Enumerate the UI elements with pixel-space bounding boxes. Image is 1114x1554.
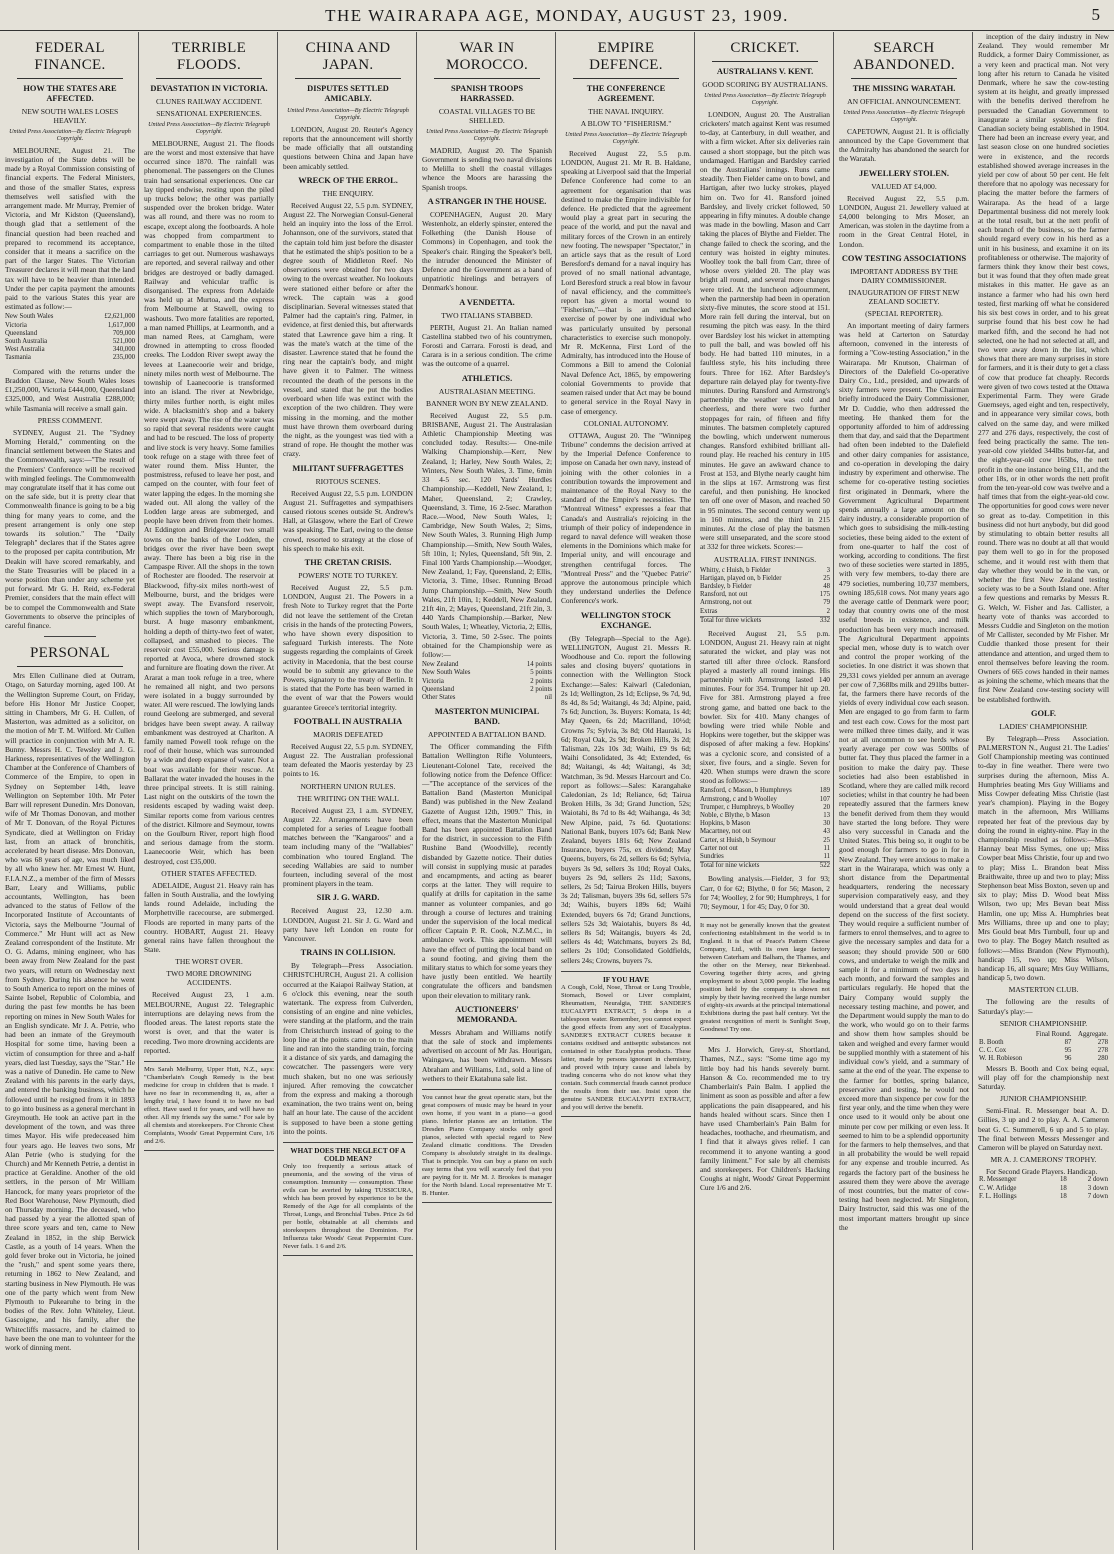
table-cell: 2 points xyxy=(530,685,552,693)
columns xyxy=(2,32,1112,1552)
table-row xyxy=(978,1039,1109,1047)
wire-credit: United Press Association—By Electric Telegraph Copyright. xyxy=(426,128,548,143)
headline: WAR IN MOROCCO. xyxy=(446,40,528,73)
table-cell: 709,000 xyxy=(112,329,135,337)
table-row xyxy=(978,1055,1109,1063)
sub-subheading: MASTERTON CLUB. xyxy=(1008,985,1079,995)
table-cell: Sundries xyxy=(700,853,724,861)
subheading: AUSTRALIANS V. KENT. xyxy=(716,67,814,76)
column-6 xyxy=(697,32,834,1550)
table-cell: Carter, st Huish, b Seymour xyxy=(700,836,776,844)
subheading: SPANISH TROOPS HARRASSED. xyxy=(450,84,524,103)
table-cell: Ransford, not out xyxy=(700,591,748,599)
table-row xyxy=(422,686,552,694)
article-text: Received August 22, 5.5 p.m. LONDON, August 21. Jewellery valued at £4,000 belonging to Mrs Moser, an American, was stolen in the daytime from a room in the Great Central Hotel, in London. xyxy=(839,193,969,249)
table-row xyxy=(5,330,135,338)
headline-rule xyxy=(712,61,818,62)
subheading: THE MISSING WARATAH. xyxy=(852,84,956,93)
table-cell: Bardsley, b Fielder xyxy=(700,582,752,590)
headline-rule xyxy=(156,78,262,79)
subheading: A VENDETTA. xyxy=(459,297,515,307)
article-text: An important meeting of dairy farmers was held at Carterton on Saturday afternoon, convened in the interests of forming a "Cow-testing Association," in the Wairarapa. Mr Knutson, Chairman of Directors of the Dalefield Co-operative Dairy Co., Ltd., presided, and upwards of sixty farmers were present. The Chairman briefly introduced the Dairy Commissioner, Mr D. Cuddie, who then addressed the meeting. He thanked them for the opportunity afforded to him of addressing them that day, and said that the Department had often been indebted to the Dalefield and other dairy companies for assistance, and co-operation in developing the dairy industry by experiment and otherwise. The scheme for co-operative testing societies first originated in Denmark, where the Government Agricultural Department spends annually a large amount on the dairy industry, a considerable proportion of which goes to subsidising the milk-testing societies, these being aided to the extent of from one-quarter to half the cost of working, according to conditions. The first two of these societies were started in 1895, with very few members, to-day there are 479 societies, numbering 10,737 members, owning 185,618 cows. Not many years ago the average cattle of Denmark were poor; today that country owns one of the most useful breeds in existence, and milk production has been very much increased. The Agricultural Department appoints special men, whose duty is to watch over and control the proper working of the societies. In one district it was shown that 29,331 cows yielded per annum an average per cow of 7,368lbs milk and 291lbs butter-fat, the farmers there have records of the yields of every individual cow each season. Men are engaged to go from farm to farm and test each cow. Cows for the most part were milked three times daily, and it was not at all uncommon to see herds whose yearly average per cow was 500lbs of butter fat. They thus placed the farmer in a position to make the dairy pay. These societies had also been established in Scotland, where they are called milk record societies; whilst in that country he had been repeatedly assured that the farmers knew the benefit derived from them they would have started the long before. They were also very successful in Canada and the United States. This being so, it ought to be good enough for farmers to go in for in New Zealand. They were anxious to make a start in the Wairarapa, which was only a short distance from the Departmental headquarters, rendering the necessary supervision comparatively easy, and they would understand that a great deal would depend on the success of the first society. They would require a sufficient number of farmers to enrol themselves, and to agree to give the necessary samples and data for a season; they should provide 500 or 600 cows, and undertake to weigh the milk and sample it for a minimum of two days in each month, and forward the samples and particulars regularly. He hoped that the Dairy Company would supply the necessary testing machine, and power, and the Department would supply the man to do the work, who would go on to their farms and show them how samples should be taken and weighed and every farmer would be supplied monthly with a statement of his individual cow's yield, and a summary of same at the end of the year. The expense to the farmer for bottles, spring balance, preservative and testing, he would not exceed more than sixpence per cow for the first year only, and the time when they were once used to it would only be about one minute per cow per milking or even less. It seemed to him to be a splendid opportunity for the farmers to help themselves, and that in all probability the would be well repaid for any expense and trouble incurred. As regards the factory part of the business he assured them they were above the average of most countries, but the matter of cow-testing had been neglected. Mr Singleton, Dairy Instructor, said this was one of the most important matters brought up since the xyxy=(839,320,969,1232)
sub-subheading: NORTHERN UNION RULES. xyxy=(300,781,396,791)
sub-subheading: TWO ITALIANS STABBED. xyxy=(441,310,533,320)
table-cell: 2 points xyxy=(530,677,552,685)
table-cell: R. Messenger xyxy=(979,1176,1017,1184)
table-cell: 3 down xyxy=(1087,1184,1108,1192)
subheading: DISPUTES SETTLED AMICABLY. xyxy=(307,84,389,103)
results-table xyxy=(978,1031,1109,1064)
table-header-cell xyxy=(978,1031,1030,1039)
table-cell: 278 xyxy=(1097,1038,1108,1046)
table-cell: New South Wales xyxy=(5,313,54,321)
table-cell: 96 xyxy=(1064,1055,1072,1063)
table-cell: Whitty, c Huish, b Fielder xyxy=(700,566,771,574)
sub-subheading: RIOTOUS SCENES. xyxy=(315,476,381,486)
table-row xyxy=(700,845,830,853)
table-cell: B. Booth xyxy=(979,1038,1004,1046)
subheading: HOW THE STATES ARE AFFECTED. xyxy=(23,84,117,103)
table-row xyxy=(422,678,552,686)
subheading: ATHLETICS. xyxy=(461,373,513,383)
table-cell: 235,000 xyxy=(112,354,135,362)
article-text: The following are the results of Saturday's play:— xyxy=(978,997,1109,1016)
article-text: inception of the dairy industry in New Zealand. They would remember Mr Ruddick, a former Dairy Commissioner, as a very keen and practical man. Not very long after his return to Canada he visited Denmark, where he saw the cow-testing system at its height, and greatly impressed with the benefits derived therefrom he persuaded the Canadian Government to inaugurate a similar system, the first Canadian society being established in 1904. There had been an increase every year, and last season close on one hundred societies were in existence, and the records established showed average increases in the yield per cow of about 50 per cent. He felt therefore that no apology was necessary for placing the matter before the farmers of Wairarapa. As the head of a large Departmental business did not merely look at the total result, but at the nett profit of each branch of the business, so the farmer should regard every cow in his herd as a unit in his business, and examine it on its profitableness or otherwise. The majority of farmers think they know their best cows, but it was found that they often made great mistakes in this matter. He gave as an instance a farmer who had his own herd tested, first marking off what he considered his six best cows in order, and to his great surprise found that his best cow he had marked fifth, and the second he had not selected, one he had not selected at all, and two were away down in the list, which shows that there are many surprises in store for farmers, and it is their duty to get a class of cow that produce fat cheaply. Records were given of two cows tested at the Ottawa Experimental Farm. They were Grade Guernseys, aged eight and ten, respectively, and in appearance very similar cows, both calved on the same day, and were milked 277 and 276 days, respectively, the cost of feed being practically the same. The ten-year-old cow yielded 344lbs butter-fat, and the eight-year-old cow 165lbs, the nett profit in the one instance being £11, and the other 18s, or in other words the nett profit from the ten-year-old cow was twelve and a half times that from the eight-year-old cow. The opportunities for good cows were never so great as to-day. Competition in this business did not hurt anybody, but did good by stimulating to obtain better results all round. There was no doubt at all that would pay them well to go in for the proposed scheme, and it would rest with them that day whether they would be in the van, or whether the first New Zealand testing society was to be a South Island one. After a few questions and remarks by Messrs R. G. Welch, W. Fisher and Jas. Callister, a hearty vote of thanks was accorded to Messrs Cuddie and Singleton on the motion of Mr Callister, seconded by Mr Fisher. Mr Cuddie thanked those present for their attendance and attention, and urged them to enrol themselves before leaving the room. Owners of 665 cows handed in their names as joining the scheme, which means that the first New Zealand cow-testing society will be established forthwith. xyxy=(978,32,1109,704)
scorecard xyxy=(700,567,830,625)
wire-credit: United Press Association—By Electric Telegraph Copyright. xyxy=(9,128,131,143)
article-text: OTTAWA, August 20. The "Winnipeg Tribune" condemns the decision arrived at by the Imperial Defence Conference to impose on Canada her own navy, instead of joining with the other colonies in a contribution towards the improvement and maintenance of the Royal Navy to the standard of the Empire's necessities. The "Montreal Witness" expresses a fear that Canada's and Australia's rejoicing in the triumph of their policy of independence in regard to naval defence will weaken those elements in the Dominions which make for Imperial unity, and will encourage and strengthen centrifugal forces. The "Montreal Press" and the "Quebec Patrie" approve the autonomous principle which they understand underlies the Defence Conference's work. xyxy=(561,430,691,606)
table-row xyxy=(978,1176,1109,1184)
table-cell: 25 xyxy=(823,574,830,582)
table-cell: 2 xyxy=(826,607,830,615)
article-text: For Second Grade Players. Handicap. xyxy=(986,1167,1098,1177)
table-cell: Trumper, c Humphreys, b Woolley xyxy=(700,803,795,811)
sub-subheading: OTHER STATES AFFECTED. xyxy=(161,868,257,878)
table-row xyxy=(700,812,830,820)
table-cell: 340,000 xyxy=(112,346,135,354)
article-text: Received August 22, 5.5 p.m. LONDON, August 21. The Powers in a fresh Note to Turkey regret that the Porte did not leave the settlement of the Cretan crisis in the hands of the protecting Powers, who have shown every disposition to safeguard Turkish interests. The Note suggests regarding the complaints of Greek activity in Macedonia, that the best course would be to submit any grievance to the Powers, signatory to the treaty of Berlin. It is stated that the Porte has been warned in the event of war that the Powers would guarantee Greece's territorial integrity. xyxy=(283,582,413,712)
sub-subheading: (SPECIAL REPORTER). xyxy=(865,308,943,318)
article-text: Mrs J. Horwich, Grey-st, Shortland, Thames, N.Z., says: "Some time ago my little boy had his hands severely burnt. Hanson & Co. recommended me to try Chamberlain's Pain Balm. I applied the liniment as soon as possible and after a few applications the pain disappeared, and his hands healed without scars. Since then I have used Chamberlain's Pain Balm for headaches, toothache, and rheumatism, and I find that it always gives relief. I can recommend it to anyone wanting a good family liniment." For sale by all chemists and storekeepers. For Children's Hacking Coughs at night, Woods' Great Peppermint Cure 1/6 and 2/6. xyxy=(700,1045,830,1193)
table-header-cell: Final Round. xyxy=(1035,1030,1072,1038)
headline: EMPIRE DEFENCE. xyxy=(589,40,663,73)
table-cell: 332 xyxy=(816,616,830,625)
article-text: Compared with the returns under the Braddon Clause, New South Wales loses £1,250,000, Victoria £444,000, Queensland £325,000, and West Australia £288,000; while Tasmania will receive a small gain. xyxy=(5,366,135,413)
article-text: Received August 23, 12.30 a.m. LONDON, August 21. Sir J. G. Ward and party have left London en route for Vancouver. xyxy=(283,906,413,944)
table-row xyxy=(700,575,830,583)
table-cell: 13 xyxy=(823,812,830,820)
sub-subheading: AUSTRALIA. FIRST INNINGS. xyxy=(713,554,817,564)
sub-subheading: GOOD SCORING BY AUSTRALIANS. xyxy=(702,80,828,89)
subheading: THE CONFERENCE AGREEMENT. xyxy=(586,84,666,103)
table-cell: West Australia xyxy=(5,346,45,354)
subheading: TRAINS IN COLLISION. xyxy=(300,948,396,958)
headline: CHINA AND JAPAN. xyxy=(305,40,391,73)
table-total-row xyxy=(700,616,830,625)
article-text: Received August 22, 5.5 p.m. SYDNEY, August 22. The Australian professional team defeated the Maoris yesterday by 23 points to 16. xyxy=(283,741,413,779)
table-cell: 5 points xyxy=(530,669,552,677)
table-cell: Armstrong, not out xyxy=(700,599,752,607)
section-divider xyxy=(44,636,96,637)
article-text: (By Telegraph—Special to the Age). WELLINGTON, August 21. Messrs R. Woodhouse and Co. report the following sales and closing buyers' quotations in connection with the Wellington Stock Exchange:—Sales: Kaiwarl (Caledonian, 2s 1d; Wellington, 2s 1d; Eclipse, 9s 7d, 9d, 8s 4d, 8s 5d; Waitangi, 4s 3d; Alpine, paid, 7s 6d; Junction, 3s. Buyers: Komata, 1s 4d; May Queen, 6s 2d; Macrilland, 10½d; Crowns 7s; Sylvia, 3s 8d; Old Hauraki, 1s 6d; Royal Oak, 2s 9d; Broken Hills, 3s 2d; Talisman, 22s 10s 3d; Waihi, £9 9s 6d; Waihi Consolidated, 3s 4d; Extended, 6s 8d; Waitangi, 4s 4d; Waitangi, 4s 3d; Watchman, 3s 9d. Messrs Harcourt and Co. report as follows:—Sales: Karangahake Caledonian, 2s 1d; Reliance, 6d; Tairua Broken Hills, 3s 3d; Grand Junction, 52s; Waiotahi, 8s 7d to 8s 4d; Waihanga, 4s 3d; New Alpine, paid, 7s 6d. Quotations: National Bank, buyers 107s 6d; Bank New Zealand, buyers 181s 6d; New Zealand Insurance, buyers 75s, ex dividend; May Queens, buyers, 6s 2d, sellers 6s 6d; Sylvia, buyers 3s 9d, sellers 3s 10d; Royal Oaks, buyers 2s 9d, sellers 2s 11d; Saxons, sellers, 2s 5d; Tairua Broken Hills, buyers 3s 2d; Talisman, buyers 39s 6d, sellers 57s 3d; Waihis, buyers 189s 6d; Waihi Extended, buyers 6s 7d; Grand Junctions, sellers 52s 3d; Waiotahis, buyers 8s 4d, sellers 8s 5d; Waitangis, buyers 4s 2d, sellers 4s 4d; Watchmans, buyers 2s 8d, sellers 2s 10d; Consolidated Goldfields, sellers 24s; Crowns, buyers 7s. xyxy=(561,633,691,965)
table-cell: 2 down xyxy=(1087,1176,1108,1184)
figures-table xyxy=(422,661,552,702)
sub-subheading: CLUNES RAILWAY ACCIDENT. xyxy=(155,97,263,106)
article-text: Bowling analysis.—Fielder, 3 for 93; Carr, 0 for 62; Blythe, 0 for 56; Mason, 2 for 74; Woolley, 2 for 90; Humphreys, 1 for 70; Seymour, 1 for 45; Day, 0 for 30. xyxy=(700,874,830,912)
results-table xyxy=(978,1176,1109,1201)
table-cell: F. L. Hollings xyxy=(979,1192,1017,1200)
sub-subheading: AUSTRALASIAN MEETING. xyxy=(438,386,536,396)
sub-subheading: MR A. J. CAMERONS' TROPHY. xyxy=(990,1155,1097,1165)
table-row xyxy=(5,338,135,346)
column-8 xyxy=(975,32,1112,1550)
table-cell: 18 xyxy=(1060,1192,1067,1200)
table-cell: 20 xyxy=(823,803,830,811)
table-row xyxy=(978,1193,1109,1201)
column-2 xyxy=(141,32,278,1550)
table-cell: 43 xyxy=(823,828,830,836)
table-cell: 30 xyxy=(823,820,830,828)
table-row xyxy=(700,608,830,617)
figures-table xyxy=(5,313,135,362)
table-cell: South Australia xyxy=(5,338,48,346)
table-cell: Victoria xyxy=(422,677,444,685)
article-text: ADELAIDE, August 21. Heavy rain has fallen in South Australia, and the lowlying lands round Adelaide, including the Morphettville racecourse, are submerged. Floods are reported in many parts of the country. HOBART, August 21. Heavy general rains have fallen throughout the State. xyxy=(144,880,274,955)
column-4 xyxy=(419,32,556,1550)
wire-credit: United Press Association—By Electric Telegraph Copyright. xyxy=(704,92,826,107)
sub-subheading: PRESS COMMENT. xyxy=(37,415,103,425)
advertisement-text: It may not be generally known that the greatest confectioning establishment in the world is in England. It is that of Peace's Pattern Cheese Company, Ltd., with its own large factory between Caterham and Balham, the Thames, and the other on the Mersey, near Birkenhead. Covering together thirty acres, and giving employment to about 3,000 people. The leading position held by the company is shown not simply by their having received the large number of eighty-six awards at the principal international Exhibitions during the past half century. Yet the greatest recognition of merit is Sunlight Soap, Goodness! Try one. xyxy=(700,922,831,1034)
table-cell: Total for three wickets xyxy=(700,616,816,625)
sub-subheading: VALUED AT £4,000. xyxy=(871,181,937,191)
advertisement-heading: WHAT DOES THE NEGLECT OF A COLD MEAN? xyxy=(290,1147,406,1164)
table-row xyxy=(700,567,830,575)
table-cell: Victoria xyxy=(5,321,27,329)
headline: FEDERAL FINANCE. xyxy=(34,40,106,73)
table-cell: 18 xyxy=(1060,1184,1067,1192)
table-cell: 95 xyxy=(1064,1047,1072,1055)
advertisement xyxy=(422,1089,552,1203)
table-cell: 278 xyxy=(1097,1047,1108,1055)
table-cell: 107 xyxy=(819,795,830,803)
article-text: Mrs Ellen Cullinane died at Outram, Otago, on Saturday morning, aged 100. At the Wellington Supreme Court, on Friday, before His Honor Mr Justice Cooper, sitting in Chambers, Mr G. H. Cullen, of Masterton, was admitted as a solicitor, on the motion of Mr T. M. Wilford. Mr Cullen will practice in conjunction with Mr A. R. Bunny. Messrs H. C. Tewsley and J. G. Harkness, representatives of the Wellington Chamber at the Conference of Chambers of Commerce of the Empire, to open in Sydney on September 14th, leave Wellington on September 10th. Mr Peter Barr will represent Dunedin. Mrs Donovan, wife of Mr Thomas Donovan, and mother of Mr T. Donovan, of the Royal Pictures Syndicate, died at Wellington on Friday last, from an attack of bronchitis, accelerated by heart disease. Mrs Donovan, who was 68 years of age, was much liked by all who knew her. Mr Ernest W. Hunt, F.I.A.N.Z., a member of the firm of Messrs Barr, Leary and Williams, public accountants, Wellington, has been advanced to the status of Fellow of the Incorporated Institute of Accountants of Victoria, says the Melbourne "Journal of Commerce." Mr Hunt will act as New Zealand correspondent of the Institute. Mr O. G. Adams, mining engineer, who has been away from New Zealand for the past two years, will return on Wednesday next from Sydney. During his absence he went to South America to report on the mines of Sainte Isobel, Republic of Colombia, and during the past few months he has been reporting on mines in New South Wales for an English syndicate. Mr J. A. Petrie, who had been an inmate of the Greymouth Hospital for some time, having been a victim of consumption for three and a-half years, died last Tuesday, says the "Star." He was a native of Dunedin. He came to New Zealand with his parents in the early days, and entered the banking business, which he followed until he resigned from it in 1893 to go into business as a general merchant in Greymouth. He took an active part in the development of the town, and was three times Mayor. His wife predeceased him four years ago. He leaves two sons, Mr Alan Petrie (who is studying for the Church) and Mr Kenneth Petrie, a dentist in practice at Geraldine. Another of the old settlers, in the person of Mr William Hancock, for many years proprietor of the Red Boot Warehouse, New Plymouth, died on Thursday morning. The deceased, who had passed by a year the allotted span of three score years and ten, came to New Zealand in 1852, in the ship Berwick Castle, as a youth of 14 years. When the gold fever broke out in Victoria, he joined the "rush," and spent some years there, returning in 1862 to New Zealand, and starting business in New Plymouth. He was one of the party which went from New Plymouth to Pukearuhe to bring in the bodies of the Rev. John Whiteley, Lieut. Gascoigne, and his family, after the Whitecliffs massacre, and he claimed to have been the one man to volunteer for the work of dinning ment. xyxy=(5,671,135,1352)
advertisement xyxy=(144,1061,274,1151)
article-text: COPENHAGEN, August 20. Mary Westenholz, an elderly spinster, entered the Folkething (the Danish House of Commons) in Copenhagen, and took the Speaker's chair. Ringing the Speaker's bell, the intruder denounced the Minister of Defence and the Government as a band of unpatriotic hirelings and betrayers of Denmark's honour. xyxy=(422,209,552,293)
table-cell: 48 xyxy=(823,582,830,590)
sub-subheading: SENIOR CHAMPIONSHIP. xyxy=(999,1018,1088,1028)
table-cell: 87 xyxy=(1064,1038,1072,1046)
table-cell: Ransford, c Mason, b Humphreys xyxy=(700,787,792,795)
sub-subheading: COLONIAL AUTONOMY. xyxy=(583,418,669,428)
sub-subheading: TWO MORE DROWNING ACCIDENTS. xyxy=(166,969,252,988)
subheading: JEWELLERY STOLEN. xyxy=(859,168,949,178)
table-row xyxy=(422,669,552,677)
table-row xyxy=(700,853,830,862)
table-row xyxy=(700,837,830,845)
masthead xyxy=(0,0,1114,31)
headline: SEARCH ABANDONED. xyxy=(853,40,955,73)
table-row xyxy=(422,661,552,669)
table-cell: Queensland xyxy=(422,685,455,693)
advertisement-text: Only too frequently a serious attack of pneumonia, and the sowing of the virus of consumption. Immunity — consumption. These evils can be averted by taking TUSSICURA, which has been proved by experience to be the Remedy of the Age for all complaints of the Throat, Lungs, and Bronchial Tubes. Price 2s 6d per bottle, obtainable at all chemists and storekeepers throughout the Dominion. For Influenza take Woods' Great Peppermint Cure. Never fails. 1 6 and 2/6. xyxy=(283,1163,413,1251)
headline-rule xyxy=(851,78,957,79)
table-cell: C. C. Cox xyxy=(979,1047,1007,1055)
headline: PERSONAL xyxy=(30,645,110,662)
table-cell: New Zealand xyxy=(422,661,459,669)
headline: TERRIBLE FLOODS. xyxy=(171,40,247,73)
article-text: Received August 22, 5.5 p.m. BRISBANE, August 21. The Australasian Athletic Championship Meeting was concluded today. Results:— One-mile Walking Championship.—Kerr, New Zealand, 1; Harley, New South Wales, 2; Winters, New South Wales, 3. Time, 6min 33 4-5 sec. 120 Yards' Hurdles Championship.—Keddell, New Zealand, 1; Maher, Queensland, 2; Crawley, Queensland, 3. Time, 16 2-5sec. Marathon Race.—Wood, New South Wales, 1; Cambridge, New South Wales, 2; Sims, New South Wales, 3. Running High Jump Championship.—Smith, New South Wales, 5ft 10in, 1; Nyles, Queensland, 5ft 9in, 2. Final 100 Yards Championship.—Woodger, New Zealand, 1; Fay, Queensland, 2; Ellis, Victoria, 3. Time, 10sec. Running Broad Jump Championship.—Smith, New South Wales, 21ft 10in, 1; Keddell, New Zealand, 21ft 4in, 2; Mayes, Queensland, 21ft 2in, 3. 440 Yards Championship.—Barker, New South Wales, 1; Wheatley, Victoria, 2; Ellis, Victoria, 3. Time, 50 2-5sec. The points obtained for the Championship were as follow:— xyxy=(422,410,552,659)
table-cell: 25 xyxy=(823,836,830,844)
sub-subheading: THE ENQUIRY. xyxy=(322,188,374,198)
headline-rule xyxy=(573,78,679,79)
sub-subheading: COASTAL VILLAGES TO BE SHELLED. xyxy=(438,107,536,125)
subheading: DEVASTATION IN VICTORIA. xyxy=(150,84,268,93)
table-cell: C. W. Arlidge xyxy=(979,1184,1017,1192)
article-text: Received August 22, 5.5 p.m. LONDON August 21. Suffragettes and sympathisers caused riotous scenes outside St. Andrew's Hall, at Glasgow, where the Earl of Crewe was speaking. The Earl, owing to the dense crowd, resorted to strategy at the close of his speech to make his exit. xyxy=(283,488,413,553)
table-cell: Macartney, not out xyxy=(700,828,752,836)
headline-rule xyxy=(17,78,123,79)
advertisement-text: You cannot hear the great operatic stars, but the great composers of music may be heard in your own home, if you want in a piano—a good piano. Inferior pianos are an irritation. The Dresden Piano Company stocks only good pianos, selected with special regard to New Zealand climatic conditions. The Dresden Company is absolutely straight in its dealings. That is principle. You can buy a piano on such easy terms that you will scarcely feel that you are paying for it. Mr M. J. Brookes is manager for the North Island. Local representative Mr T. B. Hunter. xyxy=(422,1094,552,1198)
table-cell: Hartigan, played on, b Fielder xyxy=(700,574,782,582)
scorecard xyxy=(700,787,830,870)
table-cell: 11 xyxy=(823,844,830,852)
sub-subheading: NEW SOUTH WALES LOSES HEAVILY. xyxy=(21,107,119,125)
article-text: Received August 22, 5.5 p.m. SYDNEY, August 22. The Norwegian Consul-General held an inquiry into the loss of the Errol. Johannson, one of the survivors, stated that the captain told him just before the disaster that he estimated the ship's position to be a degree south of Middleton Reef. No observations were obtained for two days owing to the overcast weather. No lookouts were stationed either before or after the wreck. The captain was a good disciplinarian. Several witnesses stated that Palmer had the captain's ring. Palmer, in evidence, at first denied this, but afterwards stated that Lawrence gave him a ring. It was the mate's watch at the time of the disaster. Lawrence stated that he found the ring near the captain's body, and might have given it to Palmer. The witness recounted the death of the persons in the vessel, and stated that he put the bodies overboard when life was extinct with the exception of the two children. They were missing in the morning, and the mother must have thrown them overboard during the night, as the youngest was tied with a strand of rope. He thought the mother was crazy. xyxy=(283,200,413,459)
table-row xyxy=(700,828,830,836)
table-header-row xyxy=(978,1031,1109,1039)
column-5 xyxy=(558,32,695,1550)
advertisement-text: A Cough, Cold, Nose, Throat or Lung Trouble, Stomach, Bowel or Liver complaint, Rheumatism, Neuralgia, THE SANDER'S EUCALYPTI EXTRACT, 5 drops in a tablespoon water. Remember, you cannot expect the good effects from any sort of Eucalyptus. SANDER'S EXTRACT CURES because it contains oxidised and antiseptic substances not contained in other Eucalyptus products. These latter, made by persons ignorant in chemistry, and proved with injury cause and labels by trading concerns who do not know what they contain. Such commercial frauds cannot produce the results from their use. Insist upon the genuine SANDER EUCALYPTI EXTRACT, and you will derive the benefit. xyxy=(561,983,691,1111)
sub-subheading: IMPORTANT ADDRESS BY THE DAIRY COMMISSIONER. xyxy=(850,266,958,285)
column-3 xyxy=(280,32,417,1550)
table-cell: Extras xyxy=(700,607,718,615)
wire-credit: United Press Association—By Electric Telegraph Copyright. xyxy=(287,107,409,122)
subheading: MILITANT SUFFRAGETTES xyxy=(292,463,404,473)
table-row xyxy=(5,313,135,321)
table-cell: 11 xyxy=(823,853,830,861)
wire-credit: United Press Association—By Electric Telegraph Copyright. xyxy=(843,109,965,124)
table-cell: 280 xyxy=(1097,1055,1108,1063)
headline-rule xyxy=(434,78,540,79)
table-cell: 521,000 xyxy=(112,338,135,346)
sub-subheading: THE NAVAL INQUIRY. xyxy=(588,107,664,116)
sub-subheading: SENSATIONAL EXPERIENCES. xyxy=(156,109,262,118)
sub-subheading: AN OFFICIAL ANNOUNCEMENT. xyxy=(847,97,961,106)
sub-subheading: THE WRITING ON THE WALL xyxy=(297,793,399,803)
table-row xyxy=(700,796,830,804)
table-row xyxy=(5,346,135,354)
page-number: 5 xyxy=(1091,5,1100,24)
subheading: COW TESTING ASSOCIATIONS xyxy=(841,253,967,263)
article-text: MELBOURNE, August 21. The floods are the worst and most extensive that have occurred since 1870. The rainfall was phenomenal. The passengers on the Clunes train had sensational experiences. One car lay tipped endwise, resting upon the piled up trucks below; the other was partially suspended over the broken bridge. Water was all round, and there was no room to escape, except along the footboards. A hole was chopped from compartment to compartment to enable those in the tilted carriages to get out. Numerous washaways are reported, and several railway and other bridges are destroyed or badly damaged. Railway and vehicular traffic is disorganised. The express from Adelaide was held up at Murtoa, and the express from Melbourne at Stawell, owing to washouts. Two more fatalities are reported, a man named Phillips, at Learmonth, and a man named Rees, at Carngham, were drowned in attempting to cross flooded creeks. The Loddon River swept away the levees at Laanecoorie weir and bridge, ninety miles north west of Melbourne. The township of Laanecoorie is transformed into an island. The river at Newbridge, thirty miles further north, is eight miles wide. A blacksmith's shop and a bakery were swept away. The rise of the water was so rapid that several residents were caught and had to be rescued. The loss of property and live stock is very heavy. Some families took refuge on a stage with three feet of water round them. Miss Hunter, the postmistress, refused to leave her post, and camped on the counter, with four feet of water lapping the edges. In the morning she waded out. All along the valley of the Lodden large areas are submerged, and people have been driven from their homes. At Eddington and Bridgewater two small towns on the banks of the Lodden, the bridges over the river have been swept away. There has been a big rise in the Campaspe River. All the shops in the town of Rochester are flooded. The reservoir at Blackwood, fifty-six miles north-west of Melbourne, burst, and the bridges were swept away. The Evansford reservoir, which supplies the town of Maryborough, burst. A huge masonry embankment, holding a depth of thirty-two feet of water, collapsed, and smashed to pieces. The reservoir cost £55,000. Serious damage is reported at Avoca, where drowned stock and furniture are floating down the river. At Ararat a man took refuge in a tree, where he remained all night, and two persons were isolated in a buggy surrounded by water. All were rescued. The lowlying lands round Geelong are submerged, and several bridges have been swept away. A railway embankment was destroyed at Charlton. A family named Powell took refuge on the roof of their house, which was surrounded by a wide and deep expanse of water. Not a boat was available for their rescue. At Ballarat the water invaded the houses in the three principal streets. It is still raining. Last night on the outskirts of the town the residents escaped by wading waist deep. Similar reports come from various centres of the district. Kilmore and Seymour, towns on the Goulburn River, report high flood and serious damage from the storm. Laanecoorie Weir, which has been destroyed, cost £35,000. xyxy=(144,138,274,866)
table-row xyxy=(700,599,830,607)
article-text: Messrs B. Booth and Cox being equal, will play off for the championship next Saturday. xyxy=(978,1063,1109,1091)
advertisement xyxy=(700,917,830,1039)
subheading: WRECK OF THE ERROL. xyxy=(298,175,398,185)
masthead-title: THE WAIRARAPA AGE, MONDAY, AUGUST 23, 1909. xyxy=(325,6,789,25)
table-cell: Armstrong, c and b Woolley xyxy=(700,795,777,803)
sub-subheading: POWERS' NOTE TO TURKEY. xyxy=(298,570,398,580)
subheading: A STRANGER IN THE HOUSE. xyxy=(427,196,547,206)
table-total-row xyxy=(700,862,830,871)
article-text: CAPETOWN, August 21. It is officially announced by the Cape Government that the Admiralty has abandoned the search for the Waratah. xyxy=(839,126,969,164)
subheading: FOOTBALL IN AUSTRALIA xyxy=(293,716,403,726)
column-1 xyxy=(2,32,139,1550)
article-text: Received August 23, 1 a.m. MELBOURNE, August 22. Telegraphic interruptions are delaying news from the flooded areas. The latest reports state the worst is over, and that the water is receding. Two more drowning accidents are reported. xyxy=(144,990,274,1055)
article-text: Received August 21, 5.5 p.m. LONDON, August 21. Heavy rain at night saturated the wicket, and play was not started till after three o'clock. Ransford played a masterly all round innings. His partnership with Armstrong lasted 140 minutes. Four for 354. Trumper hit up 20. Five for 381. Armstrong played a free strong game, and batted one back to the bowler. Six for 410. Many changes of bowling were tried while Noble and Hopkins were together, but the skipper was disposed of after making a few. Hopkins' was a cyclonic score, and consisted of a sixer, five fours, and a single. Seven for 420. When stumps were drawn the score stood as follows:— xyxy=(700,628,830,786)
headline-rule xyxy=(17,666,123,667)
article-text: SYDNEY, August 21. The "Sydney Morning Herald," commenting on the financial settlement between the States and the Commonwealth, says:—"The result of the Premiers' Conference will be received with mingled feelings. The Commonwealth may congratulate itself that it has come out on the safe side, but it is pretty clear that Commonwealth finance is going to be a big thing for many years to come, and the present arrangement is only one step towards its solution." The "Daily Telegraph" declares that if the States agree to the proposed per capita contribution, Mr Deakin will have scored remarkably, and the State Treasuries will be placed in a worse position than under any scheme yet put forward. Mr G. H. Reid, ex-Federal Premier, considers that the main effect will be to compel the Commonwealth and State Governments to observe the principles of careful finance. xyxy=(5,427,135,630)
table-cell: Total for nine wickets xyxy=(700,862,817,871)
table-row xyxy=(700,804,830,812)
table-row xyxy=(422,694,552,702)
table-cell: 3 xyxy=(826,566,830,574)
table-cell: Tasmania xyxy=(5,354,31,362)
article-text: By Telegraph—Press Association. CHRISTCHURCH, August 21. A collision occurred at the Kaiapoi Railway Station, at 6 o'clock this evening, near the south watertank. The express from Culverden, consisting of an engine and nine vehicles, were standing at the platform, and the train from Christchurch instead of going to the loop line at the points came on to the main line and ran into the standing train, forcing it a distance of six yards, and damaging the cowcatcher. The passengers were very much shaken, but no one was seriously injured. After removing the cowcatcher from the express and making a thorough examination, the two trains went on, being half an hour late. The cause of the accident is supposed to have been a stone getting into the points. xyxy=(283,961,413,1136)
table-row xyxy=(5,322,135,330)
headline: CRICKET. xyxy=(730,40,800,56)
subheading: AUCTIONEERS' MEMORANDA. xyxy=(455,1004,519,1024)
table-cell: £2,621,000 xyxy=(104,313,135,321)
subheading: THE CRETAN CRISIS. xyxy=(304,557,392,567)
subheading: WELLINGTON STOCK EXCHANGE. xyxy=(580,610,672,630)
sub-subheading: LADIES' CHAMPIONSHIP. xyxy=(999,721,1088,731)
table-cell: Carter not out xyxy=(700,844,738,852)
article-text: MELBOURNE, August 21. The investigation of the State debts will be made by a Royal Commission consisting of financial experts. The Federal Ministers, and those of the smaller States, express themselves well satisfied with the arrangement made. Mr Murray, Premier of Victoria, and Mr Kidston (Queensland), though glad that a settlement of the financial question had been reached and prepared to recommend its acceptance, consider that it means a sacrifice on the part of the larger States. The Victorian Treasurer declares it will mean that the land tax will have to be heavier than intended. Under the per capita payment the amounts paid to the various States this year are estimated as follow:— xyxy=(5,145,135,312)
table-cell: Queensland xyxy=(5,329,38,337)
article-text: Received August 23, 1 a.m. SYDNEY, August 22. Arrangements have been completed for a series of League football matches between the "Kangaroos" and a team including many of the "Wallabies" combination who toured England. The seceding Wallabies are said to number fourteen, including several of the most prominent players in the team. xyxy=(283,805,413,889)
article-text: The Officer commanding the Fifth Battalion Wellington Rifle Volunteers, Lieutenant-Colonel Tate, received the following notice from the Defence Office:—"The acceptance of the services of the Battalion Band (Masterton Municipal Band) was published in the New Zealand Gazette of August 12th, 1909." This, in effect, means that the Masterton Municipal Band has been appointed Battalion Band for the district, in succession to the Fifth Rushine Band (Woodville), recently disbanded by Gazette notice. Their duties will consist in supplying music at parades and encampments, and acting as bearer corps at the latter. They will require to qualify at drills for capitation in the same manner as volunteer companies, and go through a course of lectures and training under the supervision of the local medical officer Captain P. R. Cook, N.Z.M.C., in ambulance work. This appointment will have the effect of putting the local band on a sound footing, and giving them the military status to which for some years they have justly been entitled. We heartily congratulate the officers and bandsmen upon their elevation to military rank. xyxy=(422,742,552,1000)
article-text: By Telegraph—Press Association. PALMERSTON N., August 21. The Ladies' Golf Championship meeting was continued to-day in fine weather. There were two surprises during the afternoon, Miss A. Humphries beating Mrs Guy Williams and Miss Cowper defeating Miss Christie (last year's champion). Playing in the Bogey match in the afternoon, Mrs Williams repeated her feat of the previous day by doing the round in eighty-nine. Play in the championship resulted as follows:—Miss Hannay beat Miss Symes, one up; Miss Cowper beat Miss Christie, four up and two to play; Miss L. Brandon beat Miss Braithwaite, three up and two to play; Miss Stephenson beat Miss Boxton, seven up and six to play; Miss D. Wood beat Miss Wilson, two up; Mrs Bevan beat Miss Hamlin, one up; Miss A. Humphries beat Mrs Williams, three up and one to play; Mrs Gould beat Mrs Turnbull, four up and two to play. The Bogey Match resulted as follows:—Miss Brandon (New Plymouth), handicap 15, two up; Miss Wilson, handicap 16, all square; Mrs Guy Williams, handicap 5, two down. xyxy=(978,733,1109,983)
table-cell: 175 xyxy=(819,591,830,599)
table-cell: W. H. Robieson xyxy=(979,1055,1023,1063)
article-text: MADRID, August 20. The Spanish Government is sending two naval divisions to Melilla to shell the coastal villages whence the Moors are harassing the Spanish troops. xyxy=(422,145,552,192)
table-cell: Noble, c Blythe, b Mason xyxy=(700,812,770,820)
article-text: Received August 22, 5.5 p.m. LONDON, August 21. Mr R. B. Haldane, speaking at Liverpool said that the Imperial Defence Conference had come to an agreement for organisation that was destined to make the Empire indivisible for defence. He predicted that the agreement would play a great part in securing the peace of the world, and put the naval and military forces of the Crown in an entirely new footing. The newspaper "Spectator," in an article says that as the result of Lord Beresford's demand for a naval inquiry has proved of no small national advantage, Lord Beresford struck a real blow in favour of naval efficiency, and the committee's report has given a mortal wound to "Fisherism,"—that is an unchecked exercise of power by one individual who was particularly unsuited by personal characteristics to exercise such monopoly. Mr R. McKenna, First Lord of the Admiralty, has introduced into the House of Commons a Bill to amend the Colonial Naval Defence Act, 1865, by empowering colonial Governments to provide that seamen raised under that Act may be bound to general service in the Royal Navy in case of emergency. xyxy=(561,148,691,416)
sub-subheading: A BLOW TO "FISHERISM." xyxy=(580,119,672,128)
table-cell: 79 xyxy=(823,599,830,607)
table-cell: Other States xyxy=(422,693,456,701)
table-row xyxy=(700,583,830,591)
table-header-cell: Aggregate. xyxy=(1077,1030,1108,1038)
sub-subheading: THE WORST OVER. xyxy=(175,957,243,967)
sub-subheading: INAUGURATION OF FIRST NEW ZEALAND SOCIETY. xyxy=(848,287,960,306)
table-cell: 18 xyxy=(1060,1176,1067,1184)
article-text: LONDON, August 20. The Australian cricketers' match against Kent was resumed to-day, at Canterbury, in dull weather, and with a firm wicket. After six deliveries rain caused a short stoppage, but the pitch was undamaged. Hartigan and Bardsley carried on the Australians' innings. Runs came steadily. Then Fielder came on to bowl, and Hartigan, after two lucky strokes, played him on. Two for 41. Ransford joined Bardsley, and lively cricket followed, 50 appearing in fifty minutes. A double change was made in the bowling. Mason and Carr taking the places of Blythe and Fielder. The change failed to check the scoring, and the century was hoisted in eighty minutes. Woolley took the ball from Carr, three of whose overs yielded 20. The play was bright all round, and several more changes were tried. At the luncheon adjournment, when the partnership had been in operation sixty-five minutes, the score stood at 151. More rain fell during the interval, but on resuming the pitch was easy. In the third over Bardsley lost his wicket in attempting to pull the ball, and was bowled off his body. He had batted 110 minutes, in a faultless style, his hits including three fours. Three for 162. After Bardsley's departure rain delayed play for twenty-five minutes. During Ransford and Armstrong's partnership the weather was cold and cheerless, and there were two further stoppages for rain, of fifteen and fifty minutes. The batsmen completely captured the bowling, which underwent numerous changes. Ransford exhibited brilliant all-round play. He reached his century in 105 minutes. He gave an awkward chance to Frost at 153, and Blythe nearly caught him in the slips at 167. Armstrong was first careful, and then punishing. He knocked ten off one over of Mason, and reached 50 in 95 minutes. The second century went up in 160 minutes, and the third in 215 minutes. At the close of play the batsmen were still unseparated, and the score stood at 332 for three wickets. Scores:— xyxy=(700,109,830,552)
article-text: Messrs Abraham and Williams notify that the sale of stock and implements advertised on account of Mr Jas. Hourigan, Waingawa, has been withdrawn. Messrs Abraham and Williams, Ltd., sold a line of wethers to their Ekatahuna sale list. xyxy=(422,1027,552,1083)
article-text: Semi-Final. R. Messenger beat A. D. Gillies, 3 up and 2 to play. A. A. Cameron beat G. C. Summerell, 6 up and 5 to play. The final between Messrs Messenger and Cameron will be played on Saturday next. xyxy=(978,1106,1109,1152)
advertisement xyxy=(561,971,691,1117)
table-cell: 1,617,000 xyxy=(107,321,135,329)
table-cell: 7 down xyxy=(1087,1192,1108,1200)
sub-subheading: BANNER WON BY NEW ZEALAND. xyxy=(426,398,548,408)
advertisement-text: Mrs Sarah Melburny, Upper Hutt, N.Z., says: "Chamberlain's Cough Remedy is the best medicine for croup in children that is made. I have no fear in recommending it, as, after a lengthy trial, I have found it to have no bad effect. Have used it for years, and will have no other. All my friends say the same." For sale by all chemists and storekeepers. For Chronic Chest Complaints, Woods' Great Peppermint Cure, 1/6 and 2/6. xyxy=(144,1065,274,1145)
column-7 xyxy=(836,32,973,1550)
table-row xyxy=(700,820,830,828)
wire-credit: United Press Association—By Electric Telegraph Copyright. xyxy=(148,121,270,136)
advertisement xyxy=(283,1142,413,1256)
subheading: MASTERTON MUNICIPAL BAND. xyxy=(434,707,540,727)
table-cell: 189 xyxy=(819,787,830,795)
headline-rule xyxy=(295,78,401,79)
sub-subheading: MAORIS DEFEATED xyxy=(313,729,383,739)
table-row xyxy=(978,1185,1109,1193)
table-row xyxy=(700,591,830,599)
table-cell: New South Wales xyxy=(422,669,471,677)
advertisement-heading: IF YOU HAVE xyxy=(602,975,650,984)
table-cell: 522 xyxy=(817,862,830,871)
subheading: GOLF. xyxy=(1030,708,1057,718)
table-row xyxy=(978,1047,1109,1055)
sub-subheading: JUNIOR CHAMPIONSHIP. xyxy=(1000,1094,1087,1104)
table-cell: Hopkins, b Mason xyxy=(700,820,751,828)
table-cell: nil xyxy=(544,693,552,701)
wire-credit: United Press Association—By Electric Telegraph Copyright. xyxy=(565,131,687,146)
article-text: PERTH, August 21. An Italian named Castellina stabbed two of his countrymen, Forosti and Carrara. Forosti is dead, and Carara is in a serious condition. The crime was the outcome of a quarrel. xyxy=(422,322,552,369)
sub-subheading: APPOINTED A BATTALION BAND. xyxy=(428,730,546,740)
article-text: LONDON, August 20. Reuter's Agency reports that the announcement will shortly be made officially that all outstanding questions between China and Japan have been amicably settled. xyxy=(283,124,413,171)
table-row xyxy=(5,354,135,362)
table-cell: 14 points xyxy=(526,661,552,669)
table-row xyxy=(700,787,830,795)
subheading: SIR J. G. WARD. xyxy=(316,893,380,903)
